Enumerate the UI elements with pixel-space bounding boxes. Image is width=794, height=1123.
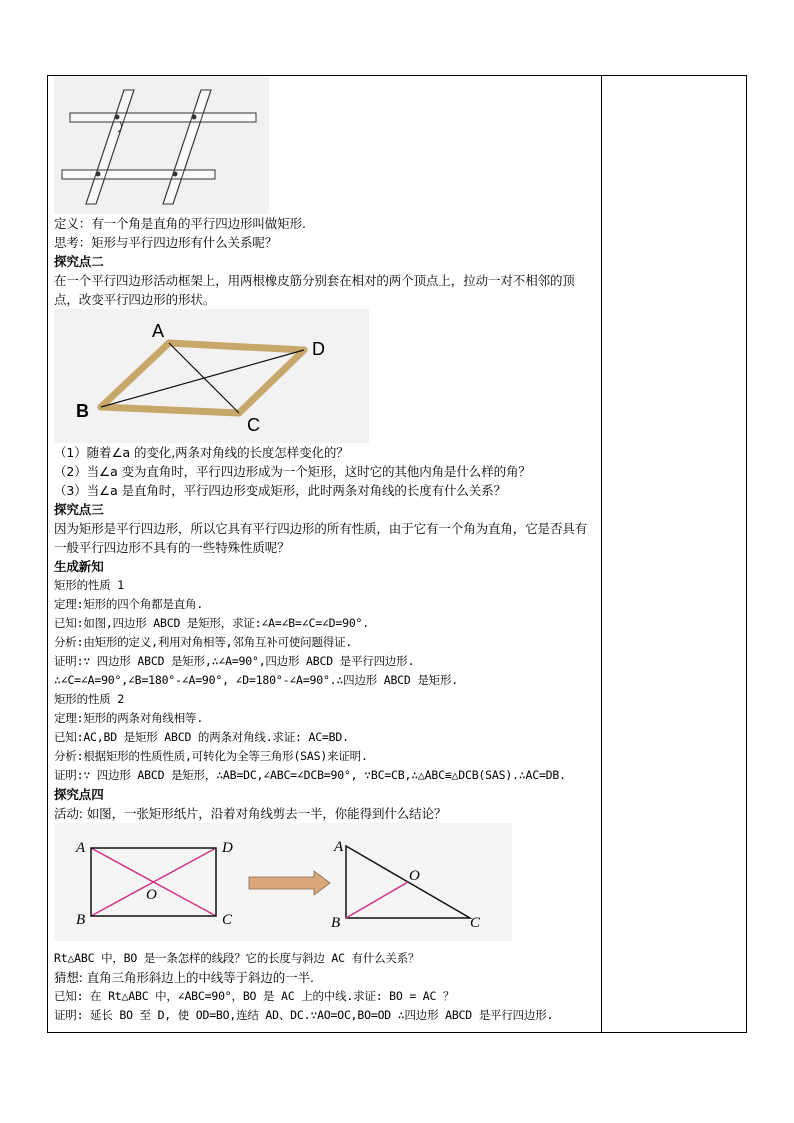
question-1: （1）随着∠a 的变化,两条对角线的长度怎样变化的？ <box>54 445 349 460</box>
question-3: （3）当∠a 是直角时，平行四边形变成矩形，此时两条对角线的长度有什么关系？ <box>54 483 506 498</box>
property-1-theorem: 定理:矩形的四个角都是直角. <box>54 597 204 611</box>
frame-label-d: D <box>312 339 325 359</box>
heading-new-knowledge: 生成新知 <box>54 559 104 574</box>
content-column <box>54 76 599 1031</box>
frame-label-c: C <box>247 415 260 435</box>
heading-explore-2: 探究点二 <box>54 254 104 269</box>
text-activity: 活动: 如图，一张矩形纸片，沿着对角线剪去一半，你能得到什么结论？ <box>54 806 447 821</box>
column-divider <box>601 75 602 1033</box>
property-2-theorem: 定理:矩形的两条对角线相等. <box>54 711 204 725</box>
median-given: 已知: 在 Rt△ABC 中，∠ABC=90°，BO 是 AC 上的中线.求证: BO = AC ？ <box>54 989 455 1003</box>
property-1-proof-a: 证明:∵ 四边形 ABCD 是矩形,∴∠A=90°,四边形 ABCD 是平行四边形. <box>54 654 415 668</box>
tri-label-o: O <box>409 868 420 884</box>
text-explore-3: 因为矩形是平行四边形，所以它具有平行四边形的所有性质，由于它有一个角为直角，它是否具有一般平行四边形不具有的一些特殊性质呢？ <box>54 521 588 555</box>
rect-label-d: D <box>222 840 233 856</box>
tri-label-a: A <box>334 839 344 855</box>
frame-label-a: A <box>152 321 165 341</box>
tri-label-b: B <box>331 915 341 931</box>
property-2-given: 已知:AC,BD 是矩形 ABCD 的两条对角线.求证: AC=BD. <box>54 730 349 744</box>
rect-label-c: C <box>222 912 233 928</box>
question-median: Rt△ABC 中，BO 是一条怎样的线段？它的长度与斜边 AC 有什么关系？ <box>54 951 420 965</box>
property-1-title: 矩形的性质 1 <box>54 578 124 592</box>
text-conjecture: 猜想: 直角三角形斜边上的中线等于斜边的一半. <box>54 970 314 985</box>
rectangle-cut-figure <box>54 823 512 941</box>
property-1-proof-b: ∴∠C=∠A=90°,∠B=180°-∠A=90°, ∠D=180°-∠A=90°.∴四边形 ABCD 是矩形. <box>54 673 458 687</box>
text-definition: 定义：有一个角是直角的平行四边形叫做矩形. <box>54 216 306 231</box>
frame-label-b: B <box>76 401 89 421</box>
property-2-title: 矩形的性质 2 <box>54 692 124 706</box>
property-1-analysis: 分析:由矩形的定义,利用对角相等,邻角互补可使问题得证. <box>54 635 353 649</box>
question-2: （2）当∠a 变为直角时，平行四边形成为一个矩形，这时它的其他内角是什么样的角？ <box>54 464 531 479</box>
rect-label-b: B <box>76 912 86 928</box>
text-explore-2: 在一个平行四边形活动框架上，用两根橡皮筋分别套在相对的两个顶点上，拉动一对不相邻的顶点，改变平行四边形的形状。 <box>54 273 575 307</box>
heading-explore-4: 探究点四 <box>54 787 104 802</box>
property-1-given: 已知:如图,四边形 ABCD 是矩形，求证:∠A=∠B=∠C=∠D=90°. <box>54 616 369 630</box>
property-2-proof: 证明:∵ 四边形 ABCD 是矩形，∴AB=DC,∠ABC=∠DCB=90°, ∵BC=CB,∴△ABC≌△DCB(SAS).∴AC=DB. <box>54 768 566 782</box>
property-2-analysis: 分析:根据矩形的性质性质,可转化为全等三角形(SAS)来证明. <box>54 749 368 763</box>
heading-explore-3: 探究点三 <box>54 502 104 517</box>
sliding-frame-figure <box>54 76 269 214</box>
parallelogram-frame-figure <box>54 309 369 443</box>
tri-label-c: C <box>470 915 481 931</box>
text-think: 思考：矩形与平行四边形有什么关系呢？ <box>54 235 278 250</box>
median-proof: 证明: 延长 BO 至 D, 使 OD=BO,连结 AD、DC.∵AO=OC,BO=OD ∴四边形 ABCD 是平行四边形. <box>54 1008 554 1022</box>
rect-label-a: A <box>76 840 86 856</box>
rect-label-o: O <box>146 887 157 903</box>
